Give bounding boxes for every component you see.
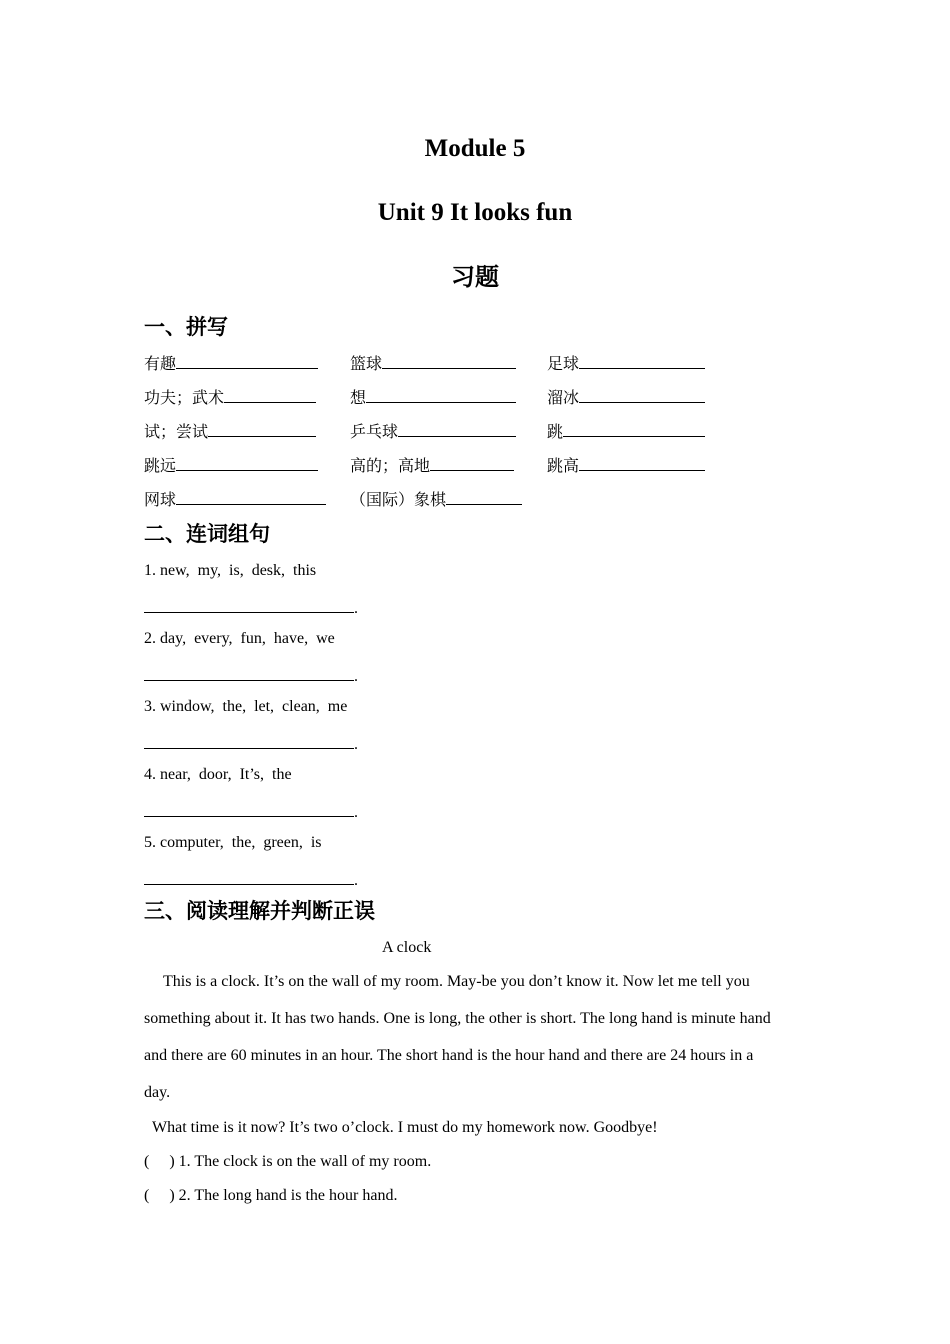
spelling-item: 功夫；武术: [144, 387, 316, 409]
passage-line: and there are 60 minutes in an hour. The short hand is the hour hand and there are 24 hours in a: [144, 1047, 754, 1064]
spelling-item: 跳高: [547, 455, 705, 477]
unit-title: Unit 9 It looks fun: [377, 199, 573, 226]
passage-paragraph-2: What time is it now? It’s two o’clock. I must do my homework now. Goodbye!: [152, 1119, 658, 1136]
spelling-item: 网球: [144, 489, 326, 511]
answer-blank[interactable]: [382, 353, 516, 369]
answer-blank[interactable]: [176, 455, 318, 471]
sentence-answer-line[interactable]: .: [144, 800, 358, 823]
spelling-item: 试；尝试: [144, 421, 316, 443]
spelling-item: 有趣: [144, 353, 318, 375]
answer-blank[interactable]: [176, 489, 326, 505]
sentence-answer-line[interactable]: .: [144, 732, 358, 755]
section-sentence-heading: 二、连词组句: [144, 522, 270, 546]
answer-blank[interactable]: [366, 387, 516, 403]
sentence-question: 2. day, every, fun, have, we: [144, 630, 335, 647]
answer-blank[interactable]: [398, 421, 516, 437]
section-reading-heading: 三、阅读理解并判断正误: [144, 899, 375, 923]
spelling-item: 跳远: [144, 455, 318, 477]
sentence-answer-line[interactable]: .: [144, 596, 358, 619]
true-false-question[interactable]: ( ) 2. The long hand is the hour hand.: [144, 1187, 398, 1204]
true-false-question[interactable]: ( ) 1. The clock is on the wall of my room.: [144, 1153, 432, 1170]
sentence-question: 4. near, door, It’s, the: [144, 766, 292, 783]
spelling-item: （国际）象棋: [350, 489, 522, 511]
answer-blank[interactable]: [446, 489, 522, 505]
module-title: Module 5: [424, 135, 526, 162]
answer-blank[interactable]: [224, 387, 316, 403]
spelling-item: 篮球: [350, 353, 516, 375]
spelling-item: 足球: [547, 353, 705, 375]
sentence-question: 5. computer, the, green, is: [144, 834, 322, 851]
passage-line: something about it. It has two hands. One is long, the other is short. The long hand is minute hand: [144, 1010, 771, 1027]
sentence-answer-line[interactable]: .: [144, 664, 358, 687]
passage-line: day.: [144, 1084, 171, 1101]
passage-title: A clock: [382, 939, 432, 956]
answer-blank[interactable]: [563, 421, 705, 437]
exercise-title: 习题: [451, 263, 499, 291]
spelling-item: 乒乓球: [350, 421, 516, 443]
sentence-question: 1. new, my, is, desk, this: [144, 562, 317, 579]
spelling-item: 溜冰: [547, 387, 705, 409]
answer-blank[interactable]: [579, 455, 705, 471]
answer-blank[interactable]: [208, 421, 316, 437]
spelling-item: 想: [350, 387, 516, 409]
spelling-item: 跳: [547, 421, 705, 443]
passage-line: This is a clock. It’s on the wall of my room. May-be you don’t know it. Now let me tell you: [163, 973, 750, 990]
answer-blank[interactable]: [176, 353, 318, 369]
sentence-answer-line[interactable]: .: [144, 868, 358, 891]
answer-blank[interactable]: [579, 353, 705, 369]
answer-blank[interactable]: [430, 455, 514, 471]
sentence-question: 3. window, the, let, clean, me: [144, 698, 348, 715]
answer-blank[interactable]: [579, 387, 705, 403]
spelling-item: 高的；高地: [350, 455, 514, 477]
section-spelling-heading: 一、拼写: [144, 315, 228, 339]
